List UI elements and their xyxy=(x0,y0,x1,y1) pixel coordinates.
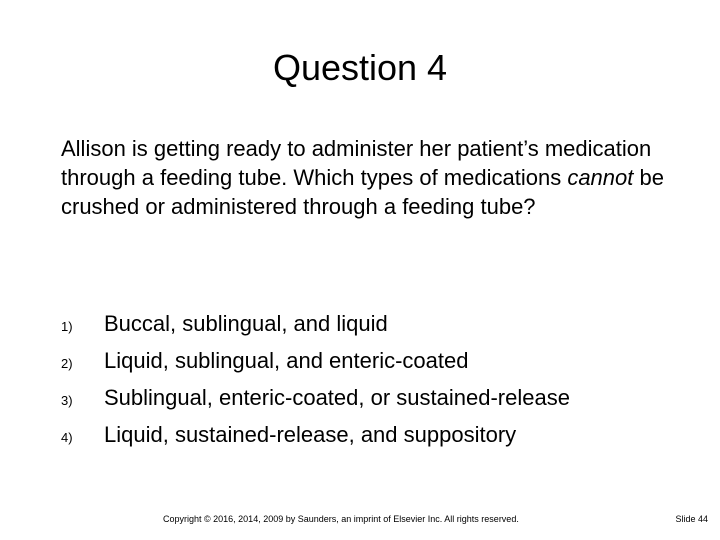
answer-option[interactable] xyxy=(61,342,701,379)
slide-number: Slide 44 xyxy=(675,514,708,524)
question-text-part1: Allison is getting ready to administer her patient’s medication through a feeding tube. Which types of medications xyxy=(61,136,652,190)
answer-option[interactable] xyxy=(61,305,701,342)
answer-option-text: Sublingual, enteric-coated, or sustained-release xyxy=(104,385,570,410)
answer-option-number: 2) xyxy=(61,356,73,371)
question-text xyxy=(61,134,681,221)
answer-option-number: 3) xyxy=(61,393,73,408)
question-text-part2: be crushed or administered through a feeding tube? xyxy=(61,165,664,219)
answer-option-text: Buccal, sublingual, and liquid xyxy=(104,311,388,336)
answer-option-text: Liquid, sustained-release, and suppository xyxy=(104,422,517,447)
question-text-emphasis: cannot xyxy=(567,165,634,190)
copyright-notice: Copyright © 2016, 2014, 2009 by Saunders, an imprint of Elsevier Inc. All rights reserved. xyxy=(163,514,519,524)
answer-option[interactable] xyxy=(61,379,701,416)
slide-title: Question 4 xyxy=(272,47,448,88)
answer-options-list xyxy=(61,305,701,453)
answer-option[interactable] xyxy=(61,416,701,453)
answer-option-number: 1) xyxy=(61,319,73,334)
answer-option-text: Liquid, sublingual, and enteric-coated xyxy=(104,348,469,373)
answer-option-number: 4) xyxy=(61,430,73,445)
